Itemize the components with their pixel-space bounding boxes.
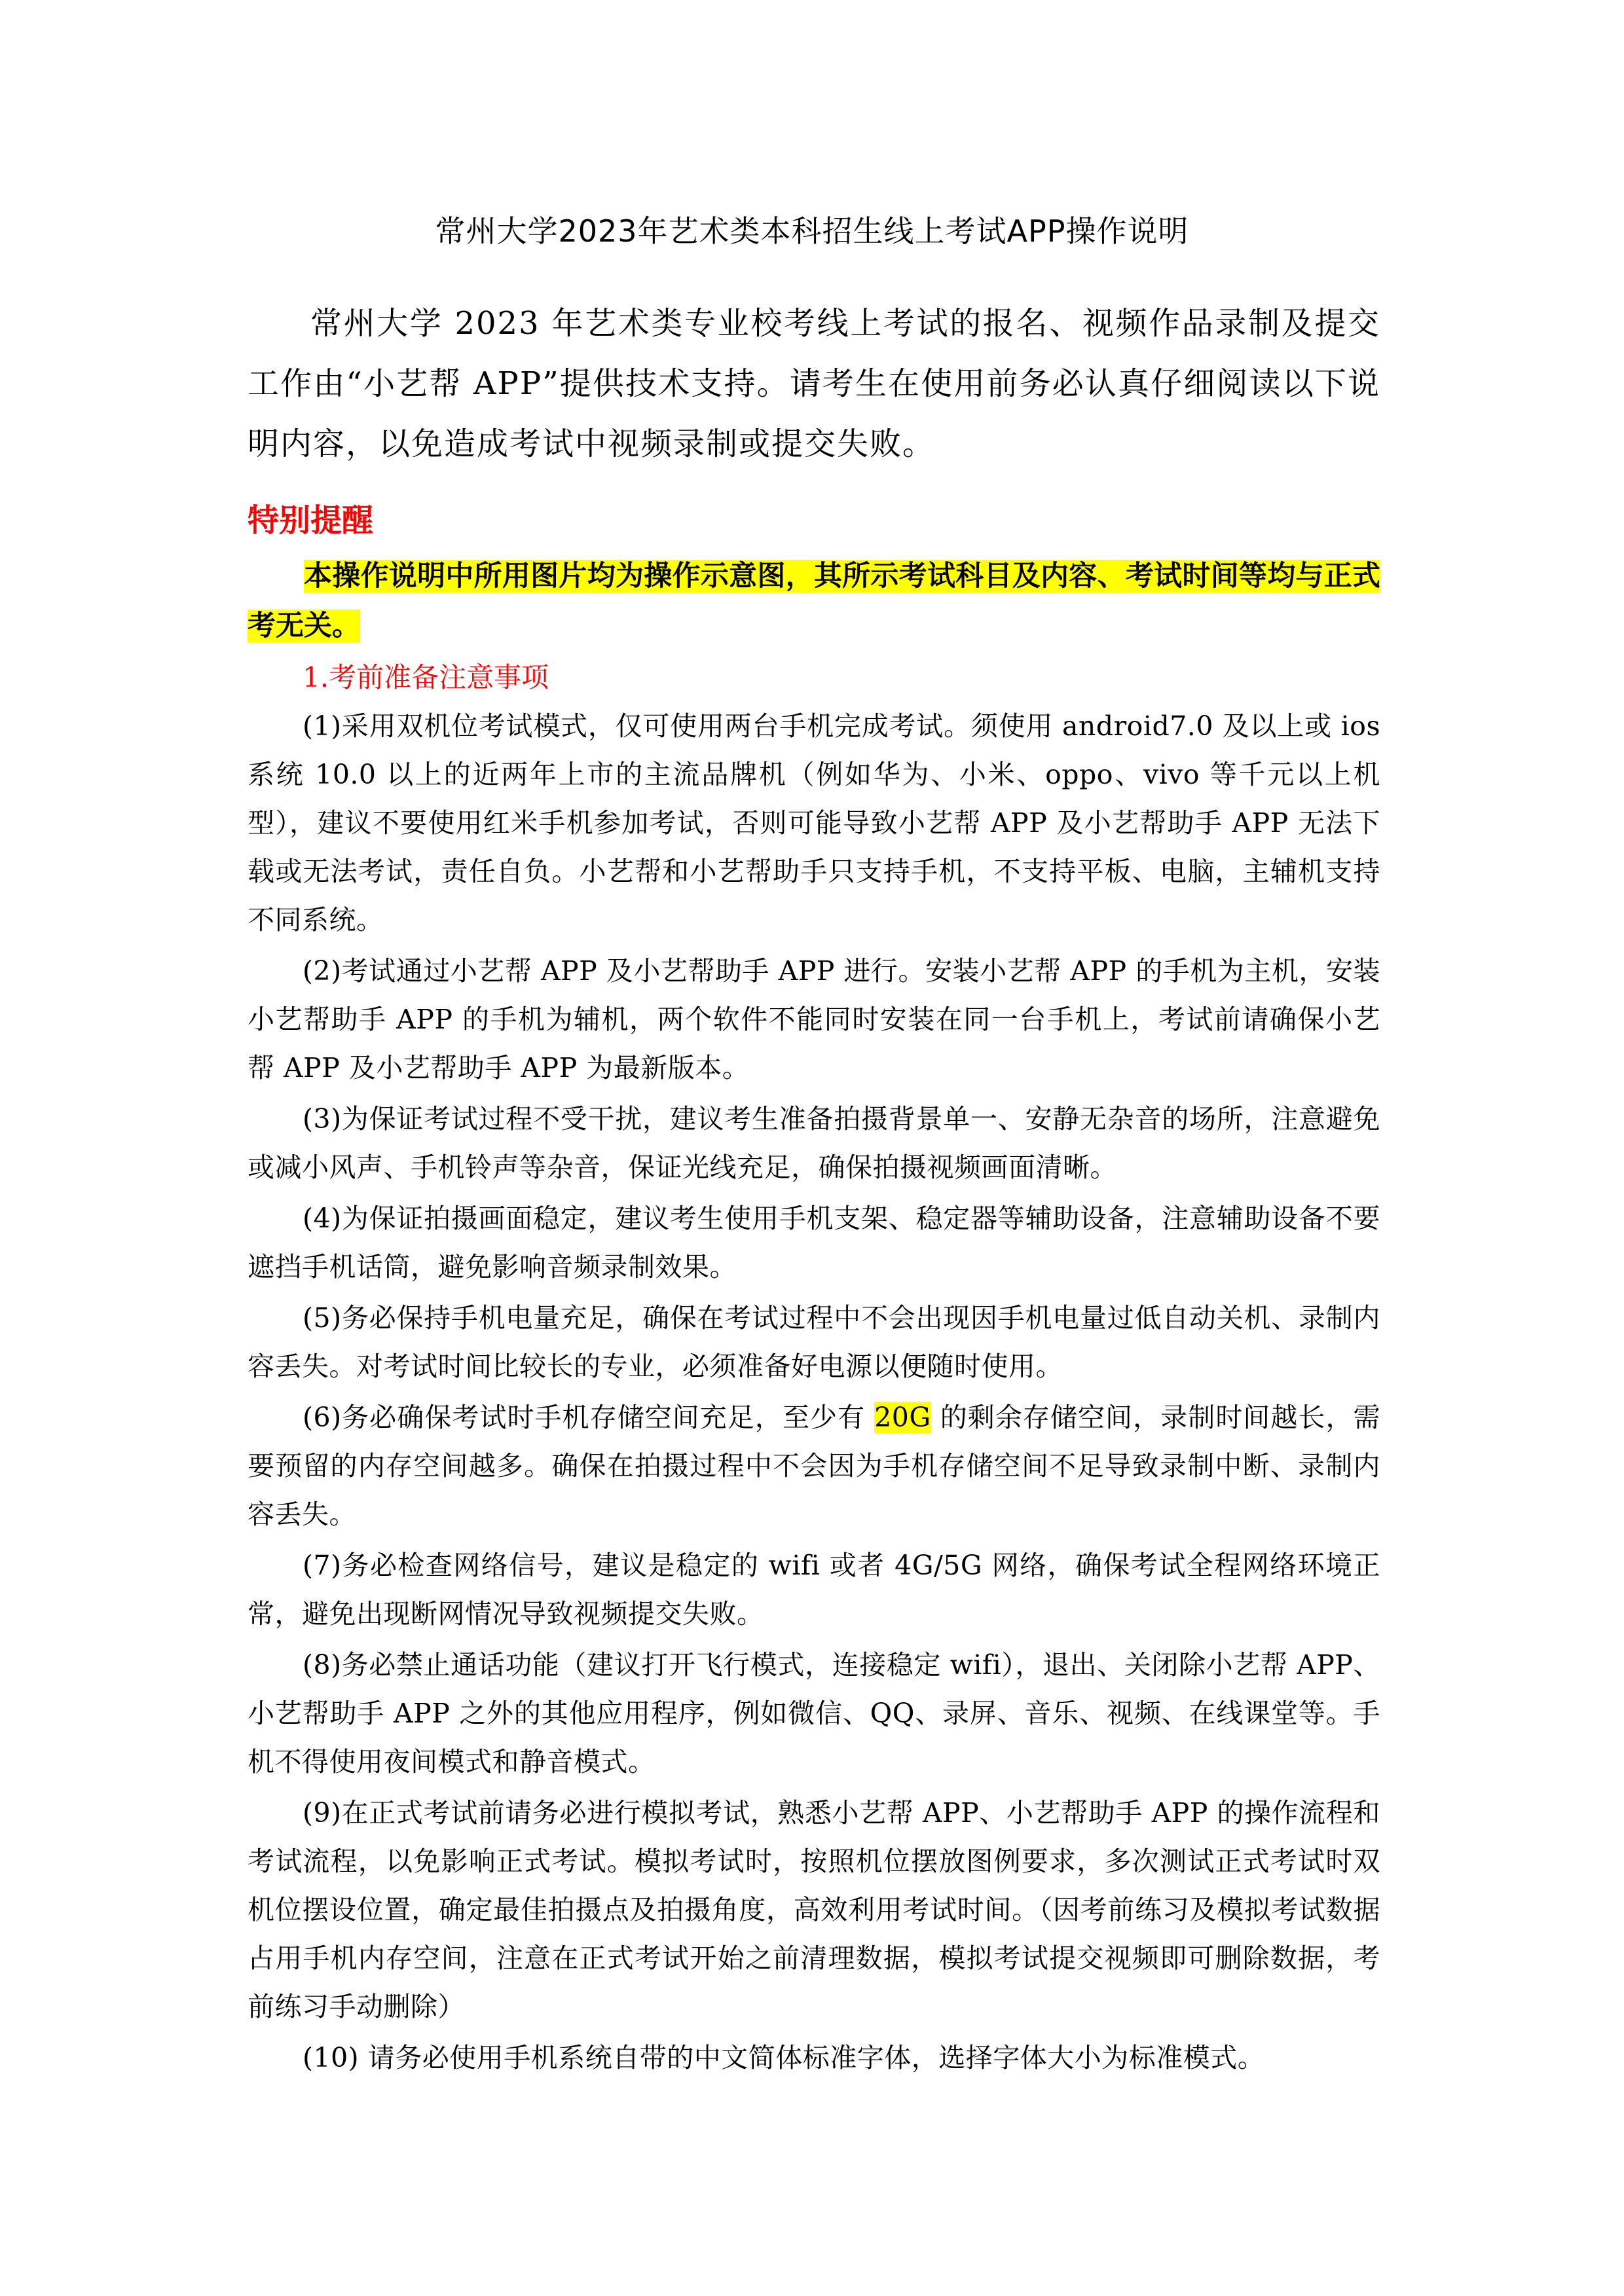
list-item-9: (9)在正式考试前请务必进行模拟考试，熟悉小艺帮 APP、小艺帮助手 APP 的操作流程和考试流程，以免影响正式考试。模拟考试时，按照机位摆放图例要求，多次测试正式考试时双机位摆设位置，确定最佳拍摄点及拍摄角度，高效利用考试时间。（因考前练习及模拟考试数据占用手机内存空间，注意在正式考试开始之前清理数据，模拟考试提交视频即可删除数据，考前练习手动删除）	[248, 1797, 1380, 2022]
list-item-4: (4)为保证拍摄画面稳定，建议考生使用手机支架、稳定器等辅助设备，注意辅助设备不要遮挡手机话筒，避免影响音频录制效果。	[248, 1203, 1380, 1283]
intro-paragraph: 常州大学 2023 年艺术类专业校考线上考试的报名、视频作品录制及提交工作由“小艺帮 APP”提供技术支持。请考生在使用前务必认真仔细阅读以下说明内容，以免造成考试中视频录制或提交失败。	[248, 305, 1380, 462]
preparation-list	[248, 702, 1380, 2085]
list-item-2: (2)考试通过小艺帮 APP 及小艺帮助手 APP 进行。安装小艺帮 APP 的手机为主机，安装小艺帮助手 APP 的手机为辅机，两个软件不能同时安装在同一台手机上，考试前请确保小艺帮 APP 及小艺帮助手 APP 为最新版本。	[248, 955, 1380, 1084]
special-reminder-heading: 特别提醒	[248, 502, 374, 539]
list-item-6-text-start: (6)务必确保考试时手机存储空间充足，至少有	[303, 1402, 875, 1433]
list-item-7: (7)务必检查网络信号，建议是稳定的 wifi 或者 4G/5G 网络，确保考试全程网络环境正常，避免出现断网情况导致视频提交失败。	[248, 1550, 1380, 1630]
list-item-6	[248, 1393, 1380, 1539]
list-item-10: (10) 请务必使用手机系统自带的中文简体标准字体，选择字体大小为标准模式。	[303, 2042, 1265, 2073]
list-item-1: (1)采用双机位考试模式，仅可使用两台手机完成考试。须使用 android7.0 及以上或 ios 系统 10.0 以上的近两年上市的主流品牌机（例如华为、小米、oppo、vivo 等千元以上机型），建议不要使用红米手机参加考试，否则可能导致小艺帮 APP 及小艺帮助手 APP 无法下载或无法考试，责任自负。小艺帮和小艺帮助手只支持手机，不支持平板、电脑，主辅机支持不同系统。	[248, 710, 1380, 936]
list-item-6-text-end: 的剩余存储空间，录制时间越长，需要预留的内存空间越多。确保在拍摄过程中不会因为手机存储空间不足导致录制中断、录制内容丢失。	[248, 1402, 1381, 1530]
section-heading-preparation: 1.考前准备注意事项	[303, 661, 549, 693]
list-item-8: (8)务必禁止通话功能（建议打开飞行模式，连接稳定 wifi），退出、关闭除小艺帮 APP、小艺帮助手 APP 之外的其他应用程序，例如微信、QQ、录屏、音乐、视频、在线课堂等。手机不得使用夜间模式和静音模式。	[248, 1649, 1380, 1777]
list-item-3: (3)为保证考试过程不受干扰，建议考生准备拍摄背景单一、安静无杂音的场所，注意避免或减小风声、手机铃声等杂音，保证光线充足，确保拍摄视频画面清晰。	[248, 1103, 1380, 1183]
list-item-5: (5)务必保持手机电量充足，确保在考试过程中不会出现因手机电量过低自动关机、录制内容丢失。对考试时间比较长的专业，必须准备好电源以便随时使用。	[248, 1302, 1380, 1382]
storage-highlight: 20G	[874, 1402, 931, 1433]
notice-highlight: 本操作说明中所用图片均为操作示意图，其所示考试科目及内容、考试时间等均与正式考无关。	[248, 560, 1380, 642]
page-title: 常州大学2023年艺术类本科招生线上考试APP操作说明	[435, 213, 1189, 249]
notice-paragraph	[248, 551, 1380, 651]
